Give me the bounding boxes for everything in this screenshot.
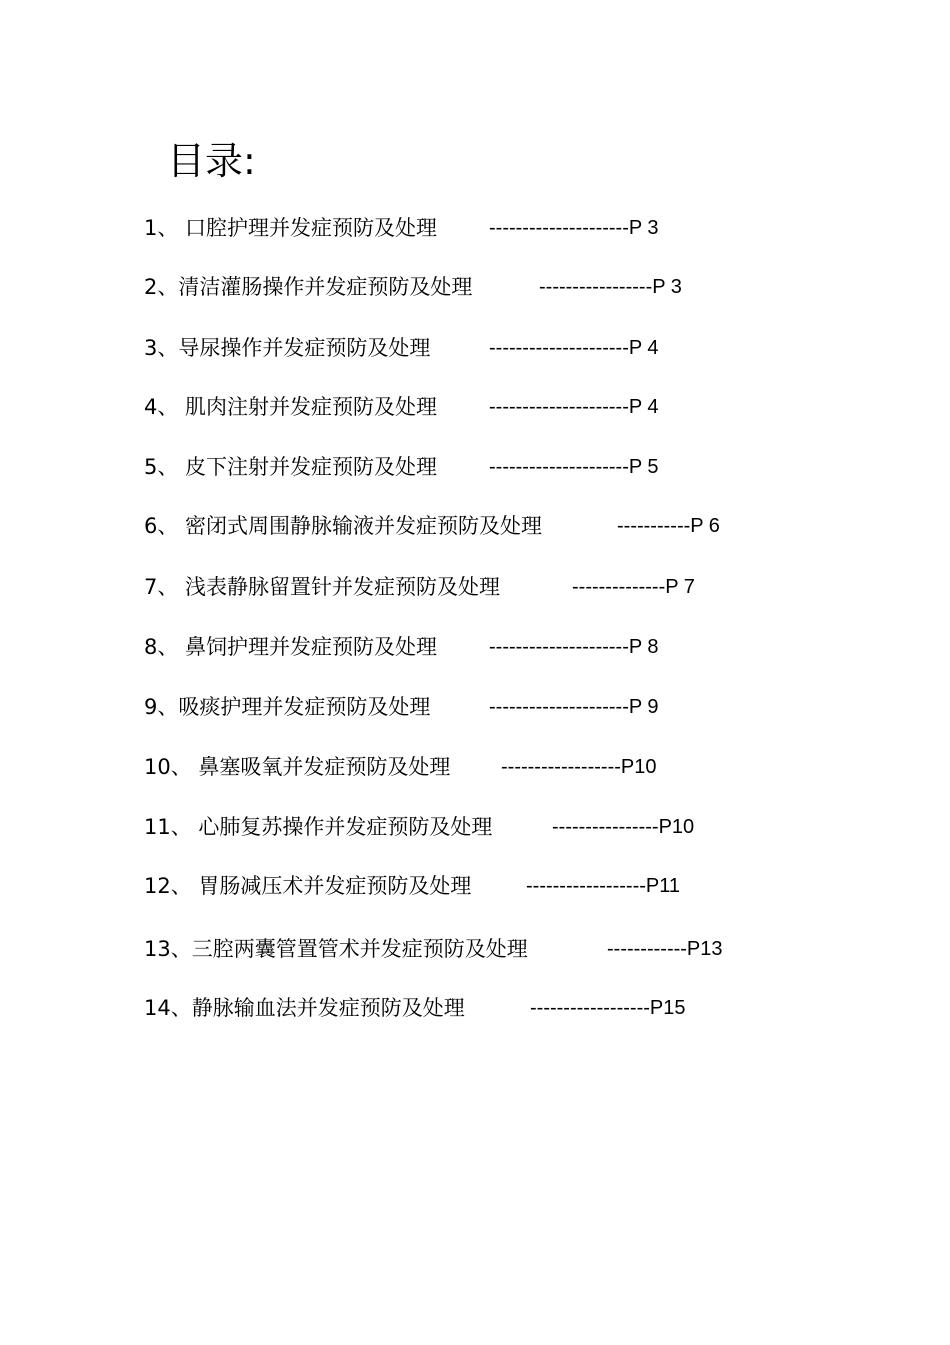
toc-entry [0, 934, 950, 964]
toc-entry-label: 6、 密闭式周围静脉输液并发症预防及处理 [144, 514, 543, 538]
toc-entry [0, 213, 950, 243]
toc-entry-page: ------------P13 [607, 938, 723, 960]
toc-entry [0, 812, 950, 842]
toc-entry-label: 7、 浅表静脉留置针并发症预防及处理 [144, 575, 501, 599]
toc-entry-page: ---------------------P 4 [489, 337, 659, 359]
toc-title: 目录: [167, 139, 256, 183]
toc-entry-page: ----------------P10 [552, 816, 695, 838]
toc-entry-page: ------------------P11 [526, 875, 680, 897]
toc-entry-label: 4、 肌肉注射并发症预防及处理 [144, 395, 438, 419]
toc-entry-label: 1、 口腔护理并发症预防及处理 [144, 216, 438, 240]
toc-entry-label: 11、 心肺复苏操作并发症预防及处理 [144, 815, 493, 839]
toc-entry-page: ------------------P15 [530, 997, 686, 1019]
toc-entry [0, 392, 950, 422]
toc-entry-label: 8、 鼻饲护理并发症预防及处理 [144, 635, 438, 659]
toc-entry [0, 452, 950, 482]
toc-entry [0, 333, 950, 363]
toc-entry [0, 692, 950, 722]
toc-entry-label: 9、吸痰护理并发症预防及处理 [144, 695, 431, 719]
toc-entry [0, 511, 950, 541]
toc-entry-label: 2、清洁灌肠操作并发症预防及处理 [144, 275, 473, 299]
toc-entry [0, 752, 950, 782]
toc-entry-label: 13、三腔两囊管置管术并发症预防及处理 [144, 937, 528, 961]
toc-entry [0, 272, 950, 302]
toc-entry-label: 10、 鼻塞吸氧并发症预防及处理 [144, 755, 451, 779]
toc-entry-label: 12、 胃肠减压术并发症预防及处理 [144, 874, 472, 898]
toc-entry-page: ---------------------P 9 [489, 696, 659, 718]
toc-entry-page: -----------------P 3 [539, 276, 682, 298]
toc-entry-label: 3、导尿操作并发症预防及处理 [144, 336, 431, 360]
toc-entry-page: ---------------------P 4 [489, 396, 659, 418]
toc-entry-label: 5、 皮下注射并发症预防及处理 [144, 455, 438, 479]
toc-entry-page: ---------------------P 8 [489, 636, 659, 658]
toc-entry [0, 632, 950, 662]
toc-entry [0, 993, 950, 1023]
toc-entry-page: ------------------P10 [501, 756, 657, 778]
toc-entry [0, 572, 950, 602]
toc-entry-page: ---------------------P 5 [489, 456, 659, 478]
toc-entry-page: -----------P 6 [617, 515, 720, 537]
toc-entry-page: --------------P 7 [572, 576, 695, 598]
toc-entry-label: 14、静脉输血法并发症预防及处理 [144, 996, 465, 1020]
toc-entry [0, 871, 950, 901]
toc-entry-page: ---------------------P 3 [489, 217, 659, 239]
